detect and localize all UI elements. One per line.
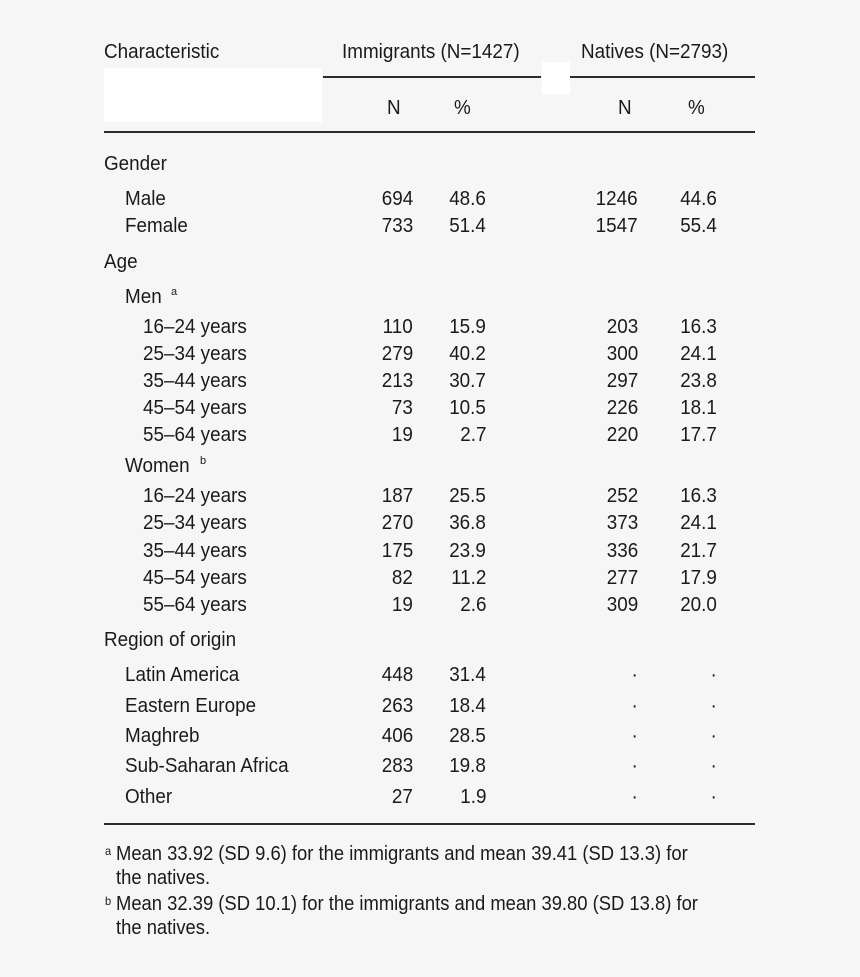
header-immigrants: Immigrants (N=1427) bbox=[342, 40, 520, 63]
cell-immigrants-n: 279 bbox=[381, 342, 413, 365]
row-label: Latin America bbox=[125, 663, 240, 686]
header-nat-n: N bbox=[618, 96, 632, 119]
header-bottom-rule bbox=[104, 131, 755, 133]
cell-immigrants-n: 82 bbox=[392, 566, 413, 589]
men-footnote-mark: a bbox=[171, 286, 178, 298]
cell-natives-pct: 16.3 bbox=[680, 484, 717, 507]
cell-natives-pct: 23.8 bbox=[680, 369, 717, 392]
cell-immigrants-pct: 30.7 bbox=[449, 369, 486, 392]
women-footnote-mark: b bbox=[200, 455, 207, 467]
cell-immigrants-n: 213 bbox=[381, 369, 413, 392]
cell-natives-pct: · bbox=[710, 785, 717, 808]
cell-natives-n: 1246 bbox=[596, 187, 638, 210]
row-label: 55–64 years bbox=[143, 423, 247, 446]
section-gender: Gender bbox=[104, 152, 167, 175]
cell-immigrants-pct: 1.9 bbox=[459, 785, 486, 808]
cell-natives-n: · bbox=[631, 694, 638, 717]
cell-immigrants-n: 733 bbox=[381, 214, 413, 237]
cell-natives-n: · bbox=[631, 724, 638, 747]
cell-immigrants-n: 406 bbox=[381, 724, 413, 747]
section-region: Region of origin bbox=[104, 628, 237, 651]
cell-natives-pct: 24.1 bbox=[680, 342, 717, 365]
cell-natives-n: 336 bbox=[606, 539, 638, 562]
cell-immigrants-pct: 15.9 bbox=[449, 315, 486, 338]
cell-natives-n: 226 bbox=[606, 396, 638, 419]
cell-immigrants-pct: 2.6 bbox=[459, 593, 486, 616]
table-bottom-rule bbox=[104, 823, 755, 825]
row-label: 55–64 years bbox=[143, 593, 247, 616]
row-label: 25–34 years bbox=[143, 342, 247, 365]
cell-immigrants-pct: 28.5 bbox=[449, 724, 486, 747]
cell-immigrants-pct: 2.7 bbox=[459, 423, 486, 446]
row-label: 35–44 years bbox=[143, 539, 247, 562]
cell-immigrants-n: 19 bbox=[392, 593, 413, 616]
cell-natives-pct: 18.1 bbox=[680, 396, 717, 419]
cell-immigrants-pct: 23.9 bbox=[449, 539, 486, 562]
header-imm-n: N bbox=[387, 96, 401, 119]
row-label: Male bbox=[125, 187, 166, 210]
footnote-a-mark: a bbox=[104, 844, 112, 858]
cell-natives-n: 300 bbox=[606, 342, 638, 365]
header-blank-cell bbox=[104, 68, 322, 122]
row-label: Female bbox=[125, 214, 188, 237]
cell-natives-n: 1547 bbox=[596, 214, 638, 237]
cell-natives-n: 220 bbox=[606, 423, 638, 446]
cell-immigrants-n: 283 bbox=[381, 754, 413, 777]
cell-immigrants-pct: 31.4 bbox=[449, 663, 486, 686]
immigrants-group-rule bbox=[323, 76, 541, 78]
subsection-women: Women bbox=[125, 454, 190, 477]
subsection-men: Men bbox=[125, 285, 162, 308]
cell-natives-pct: 21.7 bbox=[680, 539, 717, 562]
header-characteristic: Characteristic bbox=[104, 40, 220, 63]
cell-immigrants-pct: 10.5 bbox=[449, 396, 486, 419]
cell-natives-pct: 16.3 bbox=[680, 315, 717, 338]
header-nat-pct: % bbox=[688, 96, 705, 119]
footnote-a-cont: the natives. bbox=[116, 867, 211, 889]
cell-immigrants-pct: 48.6 bbox=[449, 187, 486, 210]
cell-immigrants-n: 19 bbox=[392, 423, 413, 446]
cell-immigrants-n: 73 bbox=[392, 396, 413, 419]
natives-group-rule bbox=[570, 76, 755, 78]
cell-immigrants-pct: 25.5 bbox=[449, 484, 486, 507]
cell-immigrants-pct: 18.4 bbox=[449, 694, 486, 717]
cell-immigrants-pct: 36.8 bbox=[449, 511, 486, 534]
cell-immigrants-n: 270 bbox=[381, 511, 413, 534]
cell-natives-pct: 44.6 bbox=[680, 187, 717, 210]
cell-immigrants-n: 175 bbox=[381, 539, 413, 562]
cell-natives-n: 203 bbox=[606, 315, 638, 338]
cell-natives-pct: 55.4 bbox=[680, 214, 717, 237]
cell-natives-n: 309 bbox=[606, 593, 638, 616]
row-label: Other bbox=[125, 785, 173, 808]
footnote-a bbox=[104, 842, 688, 867]
row-label: 35–44 years bbox=[143, 369, 247, 392]
cell-natives-pct: · bbox=[710, 694, 717, 717]
cell-natives-pct: · bbox=[710, 754, 717, 777]
footnote-b-line1: Mean 32.39 (SD 10.1) for the immigrants and mean 39.80 (SD 13.8) for bbox=[116, 893, 698, 915]
row-label: Maghreb bbox=[125, 724, 200, 747]
cell-natives-pct: 17.7 bbox=[680, 423, 717, 446]
header-imm-pct: % bbox=[454, 96, 471, 119]
cell-natives-pct: 24.1 bbox=[680, 511, 717, 534]
cell-natives-pct: · bbox=[710, 724, 717, 747]
row-label: Sub-Saharan Africa bbox=[125, 754, 289, 777]
cell-natives-n: · bbox=[631, 754, 638, 777]
cell-immigrants-n: 187 bbox=[381, 484, 413, 507]
row-label: 45–54 years bbox=[143, 396, 247, 419]
cell-immigrants-pct: 40.2 bbox=[449, 342, 486, 365]
cell-natives-n: 297 bbox=[606, 369, 638, 392]
footnote-b-mark: b bbox=[104, 894, 112, 908]
cell-immigrants-n: 263 bbox=[381, 694, 413, 717]
row-label: 16–24 years bbox=[143, 484, 247, 507]
header-natives: Natives (N=2793) bbox=[581, 40, 729, 63]
cell-natives-n: 373 bbox=[606, 511, 638, 534]
row-label: 25–34 years bbox=[143, 511, 247, 534]
row-label: 16–24 years bbox=[143, 315, 247, 338]
footnote-b bbox=[104, 892, 698, 917]
cell-immigrants-pct: 11.2 bbox=[450, 566, 486, 589]
cell-immigrants-n: 110 bbox=[382, 315, 413, 338]
cell-natives-n: 277 bbox=[606, 566, 638, 589]
cell-natives-n: 252 bbox=[606, 484, 638, 507]
section-age: Age bbox=[104, 250, 138, 273]
cell-immigrants-n: 694 bbox=[381, 187, 413, 210]
cell-immigrants-pct: 19.8 bbox=[449, 754, 486, 777]
cell-natives-pct: · bbox=[710, 663, 717, 686]
cell-immigrants-pct: 51.4 bbox=[449, 214, 486, 237]
footnote-a-line1: Mean 33.92 (SD 9.6) for the immigrants and mean 39.41 (SD 13.3) for bbox=[116, 843, 688, 865]
cell-natives-n: · bbox=[631, 785, 638, 808]
cell-natives-pct: 17.9 bbox=[680, 566, 717, 589]
header-gap-cell bbox=[542, 62, 570, 94]
cell-natives-n: · bbox=[631, 663, 638, 686]
row-label: 45–54 years bbox=[143, 566, 247, 589]
row-label: Eastern Europe bbox=[125, 694, 257, 717]
cell-natives-pct: 20.0 bbox=[680, 593, 717, 616]
footnote-b-cont: the natives. bbox=[116, 917, 211, 939]
cell-immigrants-n: 27 bbox=[392, 785, 413, 808]
cell-immigrants-n: 448 bbox=[381, 663, 413, 686]
